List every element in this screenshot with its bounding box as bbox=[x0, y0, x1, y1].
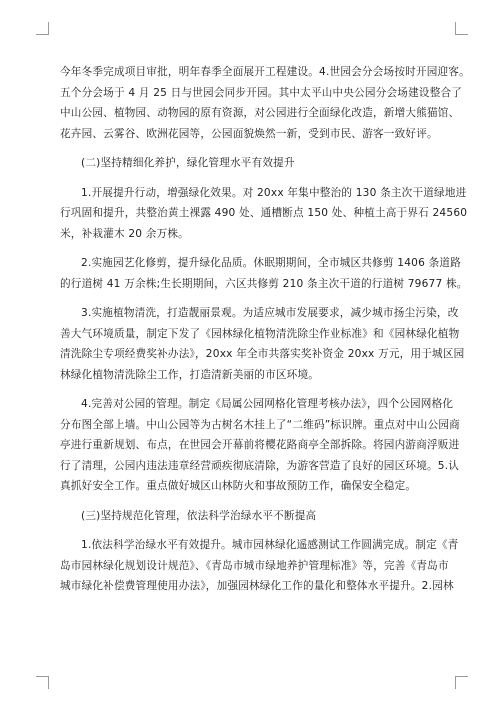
text-line: 林绿化植物清洗除尘工作，打造清新美丽的市区环境。 bbox=[60, 368, 320, 381]
text-line: 岛市园林绿化规划设计规范》、《青岛市城市绿地养护管理标准》等，完善《青岛市 bbox=[60, 559, 449, 572]
section-heading bbox=[60, 506, 448, 527]
text-line: 米，补栽灌木 20 余万株。 bbox=[60, 227, 189, 240]
text-line: 清洗除尘专项经费奖补办法》，20xx 年全市共落实奖补资金 20xx 万元，用于城区园 bbox=[60, 348, 465, 360]
crop-mark-top-left bbox=[36, 22, 49, 35]
crop-mark-bottom-left bbox=[36, 676, 49, 689]
text-line: 2.实施园艺化修剪，提升绿化品质。休眠期期间，全市城区共修剪 1406 条道路 bbox=[81, 257, 462, 269]
text-line: 1.开展提升行动，增强绿化效果。对 20xx 年集中整治的 130 条主次干道绿地进 bbox=[81, 186, 467, 199]
text-line: 亭进行重新规划、布点，在世园会开幕前将樱花路商亭全部拆除。将园内游商浮贩进 bbox=[60, 439, 460, 451]
text-line: 行巩固和提升，共整治黄土裸露 490 处、通槽断点 150 处、种植土高于界石 24560 bbox=[60, 207, 468, 219]
crop-mark-bottom-right bbox=[455, 676, 468, 689]
text-line: 1.依法科学治绿水平有效提升。城市园林绿化遥感测试工作圆满完成。制定《青 bbox=[81, 539, 459, 551]
text-line: 五个分会场于 4 月 25 日与世园会同步开园。其中太平山中央公园分会场建设整合了 bbox=[60, 86, 463, 99]
text-line: 分布图全部上墙。中山公园等为古树名木挂上了“二维码”标识牌。重点对中山公园商 bbox=[60, 418, 460, 431]
text-line: 真抓好安全工作。重点做好城区山林防火和事故预防工作，确保安全稳定。 bbox=[60, 480, 417, 492]
paragraph bbox=[60, 253, 468, 294]
text-line: 行了清理，公园内违法违章经营顽疾彻底清除，为游客营造了良好的园区环境。5.认 bbox=[60, 459, 460, 472]
text-line: 3.实施植物清洗，打造靓丽景观。为适应城市发展要求，减少城市扬尘污染，改 bbox=[81, 307, 459, 319]
paragraph bbox=[60, 394, 460, 497]
document-body bbox=[60, 62, 470, 606]
text-line: 城市绿化补偿费管理使用办法》，加强园林绿化工作的量化和整体水平提升。2.园林 bbox=[60, 580, 454, 592]
text-line: 善大气环境质量，制定下发了《园林绿化植物清洗除尘作业标准》和《园林绿化植物 bbox=[60, 327, 460, 340]
heading-text: (二)坚持精细化养护，绿化管理水平有效提升 bbox=[81, 157, 295, 169]
paragraph bbox=[60, 183, 468, 245]
paragraph bbox=[60, 303, 465, 385]
section-heading bbox=[60, 153, 448, 174]
text-line: 今年冬季完成项目审批，明年春季全面展开工程建设。4.世园会分会场按时开园迎客。 bbox=[60, 66, 470, 78]
crop-mark-top-right bbox=[455, 22, 468, 35]
text-line: 4.完善对公园的管理。制定《局属公园网格化管理考核办法》，四个公园网格化 bbox=[81, 398, 454, 410]
heading-text: (三)坚持规范化管理，依法科学治绿水平不断提高 bbox=[81, 509, 317, 522]
text-line: 花卉园、云雾谷、欧洲花园等，公园面貌焕然一新，受到市民、游客一致好评。 bbox=[60, 127, 438, 140]
text-line: 的行道树 41 万余株;生长期期间，六区共修剪 210 条主次干道的行道树 79677 株。 bbox=[60, 277, 468, 290]
text-line: 中山公园、植物园、动物园的原有资源，对公园进行全面绿化改造，新增大熊猫馆、 bbox=[60, 107, 460, 119]
paragraph bbox=[60, 62, 470, 144]
paragraph bbox=[60, 535, 459, 597]
